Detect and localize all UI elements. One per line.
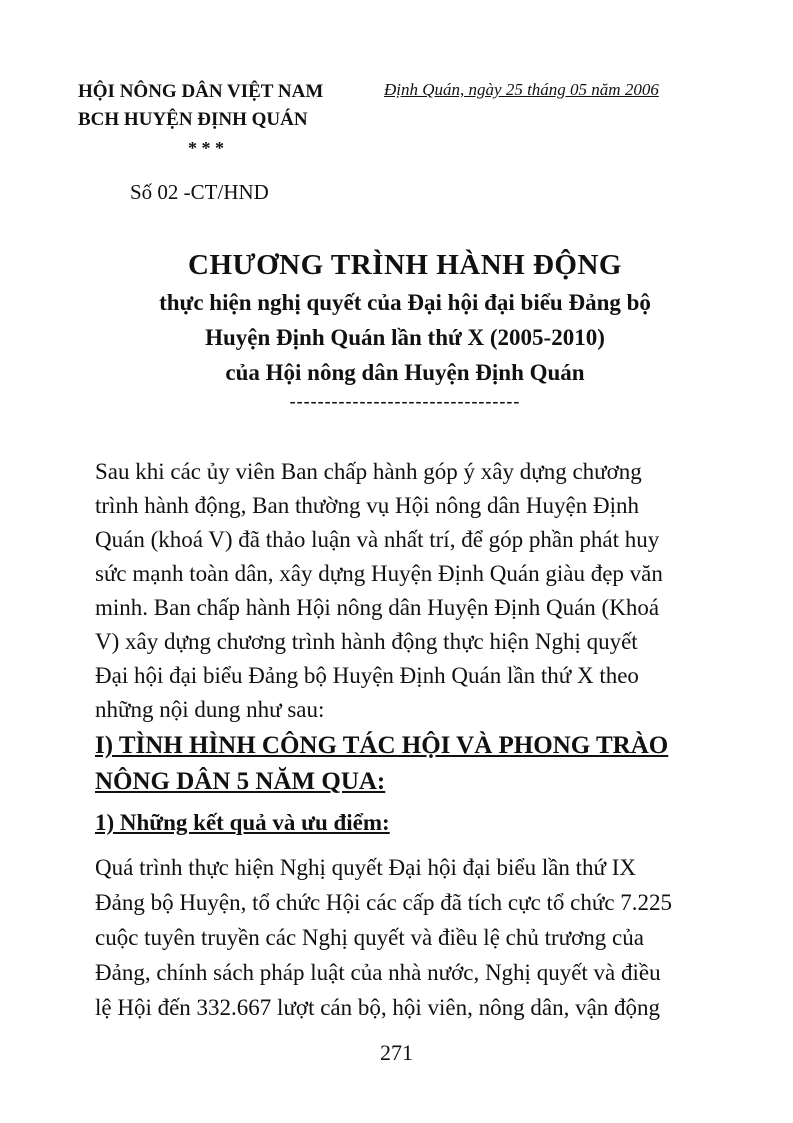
page-title: CHƯƠNG TRÌNH HÀNH ĐỘNG xyxy=(188,249,622,281)
header-stars: * * * xyxy=(188,138,224,158)
section-heading-line-2: NÔNG DÂN 5 NĂM QUA: xyxy=(95,768,386,795)
text-line: V) xây dựng chương trình hành động thực hiện Nghị quyết xyxy=(95,629,638,654)
title-block xyxy=(60,245,750,412)
text-line: Đảng bộ Huyện, tổ chức Hội các cấp đã tích cực tổ chức 7.225 xyxy=(95,890,673,915)
subtitle-line-2: Huyện Định Quán lần thứ X (2005-2010) xyxy=(205,325,605,350)
section-heading xyxy=(95,728,735,800)
text-line: Đại hội đại biểu Đảng bộ Huyện Định Quán lần thứ X theo xyxy=(95,663,639,688)
body-paragraph xyxy=(95,850,725,1025)
subtitle-line-1: thực hiện nghị quyết của Đại hội đại biểu Đảng bộ xyxy=(159,290,651,315)
text-line: lệ Hội đến 332.667 lượt cán bộ, hội viên, nông dân, vận động xyxy=(95,995,661,1020)
section-heading-line-1: I) TÌNH HÌNH CÔNG TÁC HỘI VÀ PHONG TRÀO xyxy=(95,732,669,759)
text-line: sức mạnh toàn dân, xây dựng Huyện Định Quán giàu đẹp văn xyxy=(95,561,663,586)
text-line: trình hành động, Ban thường vụ Hội nông dân Huyện Định xyxy=(95,493,639,518)
text-line: minh. Ban chấp hành Hội nông dân Huyện Định Quán (Khoá xyxy=(95,595,660,620)
text-line: cuộc tuyên truyền các Nghị quyết và điều lệ chủ trương của xyxy=(95,925,644,950)
subsection-heading: 1) Những kết quả và ưu điểm: xyxy=(95,810,390,835)
text-line: Quá trình thực hiện Nghị quyết Đại hội đại biểu lần thứ IX xyxy=(95,855,637,880)
text-line: những nội dung như sau: xyxy=(95,697,325,722)
intro-paragraph xyxy=(95,455,725,727)
org-branch: BCH HUYỆN ĐỊNH QUÁN xyxy=(78,109,308,130)
title-separator: --------------------------------- xyxy=(289,391,521,411)
text-line: Đảng, chính sách pháp luật của nhà nước, Nghị quyết và điều xyxy=(95,960,661,985)
text-line: Quán (khoá V) đã thảo luận và nhất trí, để góp phần phát huy xyxy=(95,527,660,552)
document-number: Số 02 -CT/HND xyxy=(130,180,269,204)
document-date: Định Quán, ngày 25 tháng 05 năm 2006 xyxy=(384,80,659,99)
text-line: Sau khi các ủy viên Ban chấp hành góp ý xây dựng chương xyxy=(95,459,642,484)
organization-header xyxy=(78,78,368,162)
subtitle-line-3: của Hội nông dân Huyện Định Quán xyxy=(225,360,585,385)
org-name: HỘI NÔNG DÂN VIỆT NAM xyxy=(78,81,324,102)
page-number: 271 xyxy=(380,1040,413,1065)
